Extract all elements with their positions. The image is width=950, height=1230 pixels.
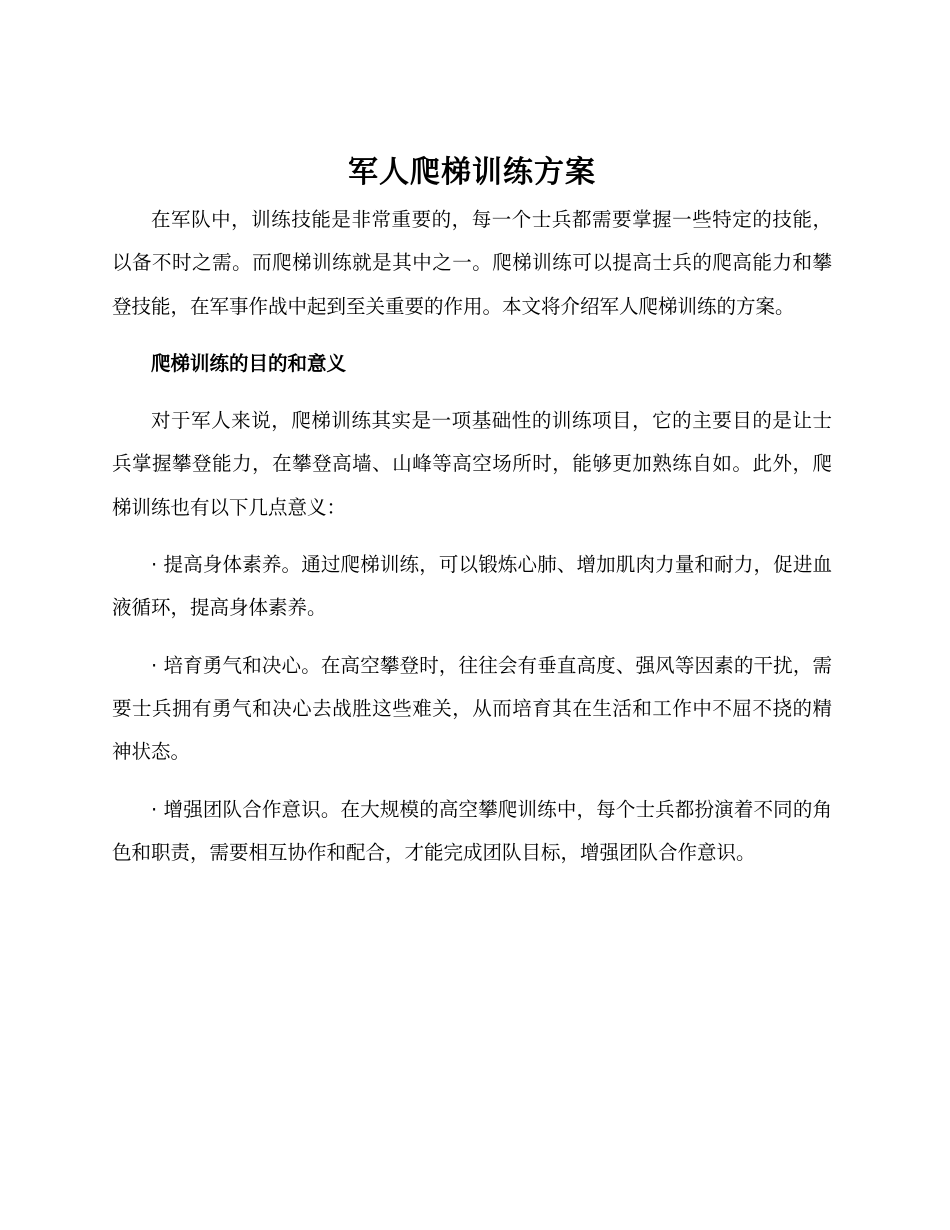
document-title: 军人爬梯训练方案 [348, 155, 596, 190]
document-page [112, 148, 832, 874]
bullet-point-courage: · 培育勇气和决心。在高空攀登时，往往会有垂直高度、强风等因素的干扰，需要士兵拥有勇气和决心去战胜这些难关，从而培育其在生活和工作中不屈不挠的精神状态。 [112, 653, 832, 764]
bullet-point-teamwork: · 增强团队合作意识。在大规模的高空攀爬训练中，每个士兵都扮演着不同的角色和职责，需要相互协作和配合，才能完成团队目标，增强团队合作意识。 [112, 797, 832, 864]
section-paragraph: 对于军人来说，爬梯训练其实是一项基础性的训练项目，它的主要目的是让士兵掌握攀登能力，在攀登高墙、山峰等高空场所时，能够更加熟练自如。此外，爬梯训练也有以下几点意义： [112, 409, 832, 519]
bullet-point-fitness: · 提高身体素养。通过爬梯训练，可以锻炼心肺、增加肌肉力量和耐力，促进血液循环，提高身体素养。 [112, 553, 832, 620]
intro-paragraph: 在军队中，训练技能是非常重要的，每一个士兵都需要掌握一些特定的技能，以备不时之需。而爬梯训练就是其中之一。爬梯训练可以提高士兵的爬高能力和攀登技能，在军事作战中起到至关重要的作用。本文将介绍军人爬梯训练的方案。 [112, 208, 832, 318]
section-heading: 爬梯训练的目的和意义 [151, 351, 347, 375]
